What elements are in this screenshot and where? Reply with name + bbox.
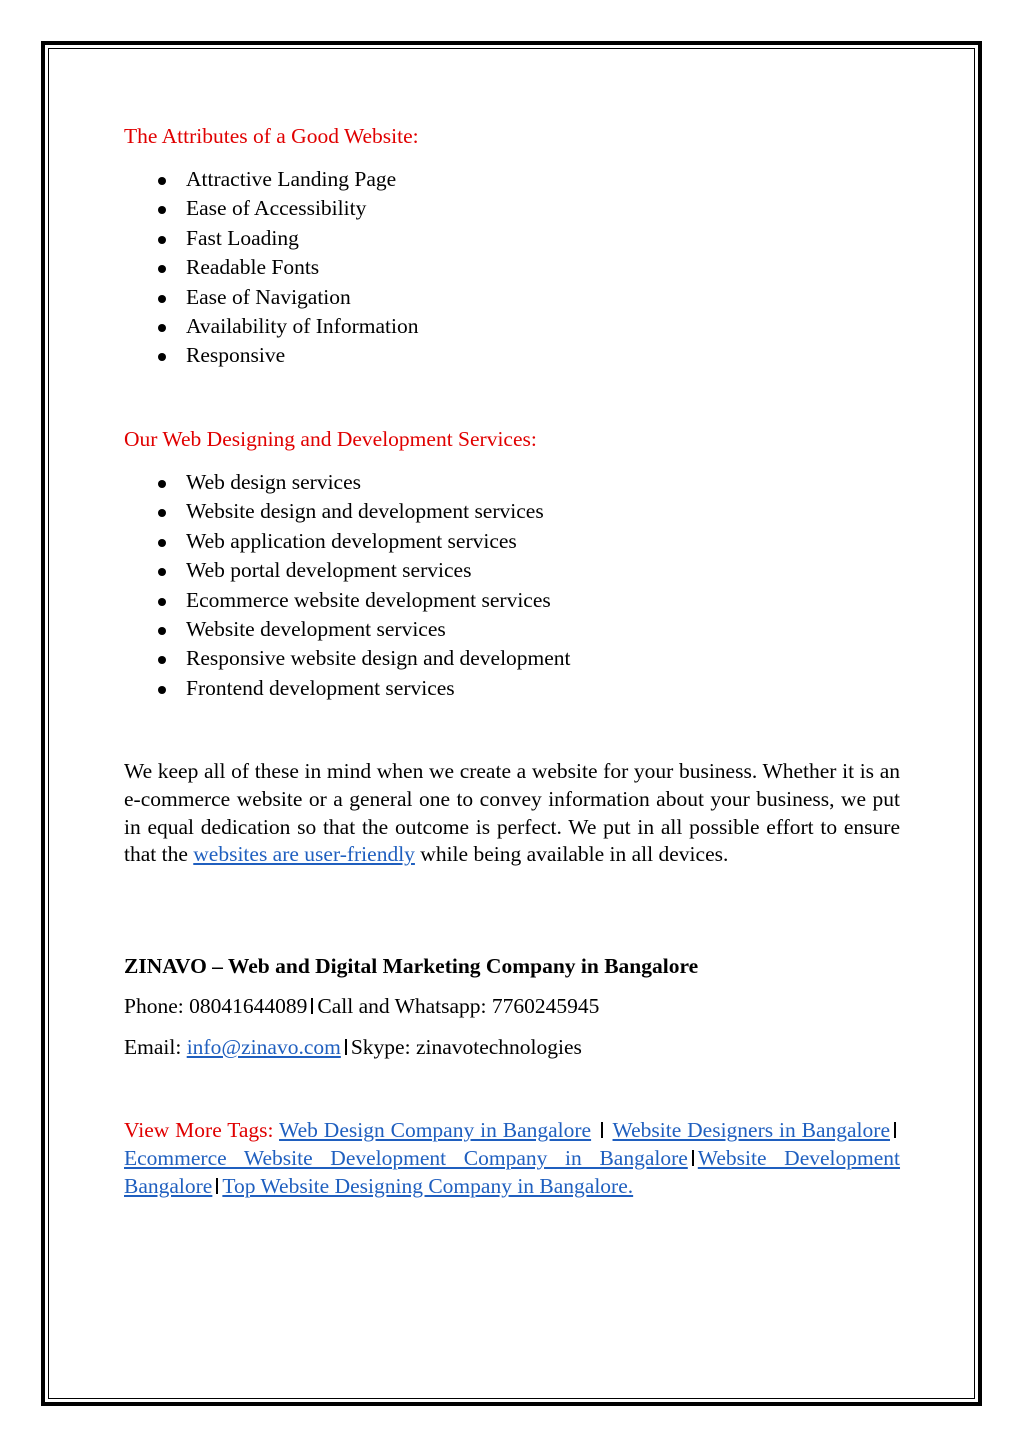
bullet-icon: [158, 568, 166, 576]
list-item: Frontend development services: [124, 674, 900, 703]
separator: [894, 1122, 896, 1138]
list-item: Availability of Information: [124, 312, 900, 341]
separator: [311, 998, 313, 1014]
tag-link[interactable]: Website Designers in Bangalore: [612, 1118, 890, 1142]
bullet-icon: [158, 324, 166, 332]
tag-link[interactable]: Web Design Company in Bangalore: [279, 1118, 592, 1142]
list-item: Ecommerce website development services: [124, 586, 900, 615]
list-item: Ease of Accessibility: [124, 194, 900, 223]
list-item: Responsive website design and development: [124, 644, 900, 673]
bullet-icon: [158, 236, 166, 244]
list-item: Website design and development services: [124, 497, 900, 526]
phone-line: Phone: 08041644089 Call and Whatsapp: 7760245945: [124, 994, 600, 1018]
list-item: Web application development services: [124, 527, 900, 556]
bullet-icon: [158, 686, 166, 694]
tag-link[interactable]: Top Website Designing Company in Bangalore.: [222, 1173, 634, 1198]
list-item: Website development services: [124, 615, 900, 644]
attributes-heading: The Attributes of a Good Website:: [124, 124, 419, 148]
tag-link[interactable]: Ecommerce Website Development Company in Bangalore: [124, 1145, 688, 1170]
separator: [692, 1150, 694, 1166]
services-list: [124, 468, 900, 703]
separator: [345, 1039, 347, 1055]
user-friendly-link[interactable]: websites are user-friendly: [193, 842, 415, 867]
attributes-list: [124, 165, 900, 371]
list-item: Web design services: [124, 468, 900, 497]
tags-section: [124, 1117, 900, 1200]
services-section: [124, 425, 900, 703]
bullet-icon: [158, 353, 166, 361]
bullet-icon: [158, 265, 166, 273]
bullet-icon: [158, 627, 166, 635]
tags-paragraph: [124, 1117, 900, 1200]
bullet-icon: [158, 480, 166, 488]
list-item: Fast Loading: [124, 224, 900, 253]
email-line: Email: info@zinavo.com Skype: zinavotechnologies: [124, 1035, 582, 1059]
services-heading: Our Web Designing and Development Services:: [124, 427, 537, 451]
list-item: Attractive Landing Page: [124, 165, 900, 194]
bullet-icon: [158, 206, 166, 214]
bullet-icon: [158, 539, 166, 547]
bullet-icon: [158, 656, 166, 664]
tag-link[interactable]: Website Development Bangalore: [124, 1145, 901, 1198]
email-link[interactable]: info@zinavo.com: [186, 1035, 341, 1059]
bullet-icon: [158, 509, 166, 517]
attributes-section: [124, 122, 900, 371]
separator: [216, 1178, 218, 1194]
list-item: Web portal development services: [124, 556, 900, 585]
company-name: ZINAVO – Web and Digital Marketing Company in Bangalore: [124, 954, 699, 978]
list-item: Ease of Navigation: [124, 283, 900, 312]
tags-label: View More Tags:: [124, 1118, 280, 1142]
contact-section: [124, 952, 900, 1062]
list-item: Responsive: [124, 341, 900, 370]
intro-paragraph: We keep all of these in mind when we create a website for your business. Whether it is an e-commerce website or a general one to convey information about your business, we put in equal dedication so that the outcome is perfect. We put in all possible effort to ensure that the websites are user-friendly while being available in all devices.: [124, 759, 900, 867]
list-item: Readable Fonts: [124, 253, 900, 282]
separator: [601, 1122, 603, 1138]
bullet-icon: [158, 598, 166, 606]
bullet-icon: [158, 177, 166, 185]
intro-paragraph-section: [124, 758, 900, 869]
bullet-icon: [158, 295, 166, 303]
